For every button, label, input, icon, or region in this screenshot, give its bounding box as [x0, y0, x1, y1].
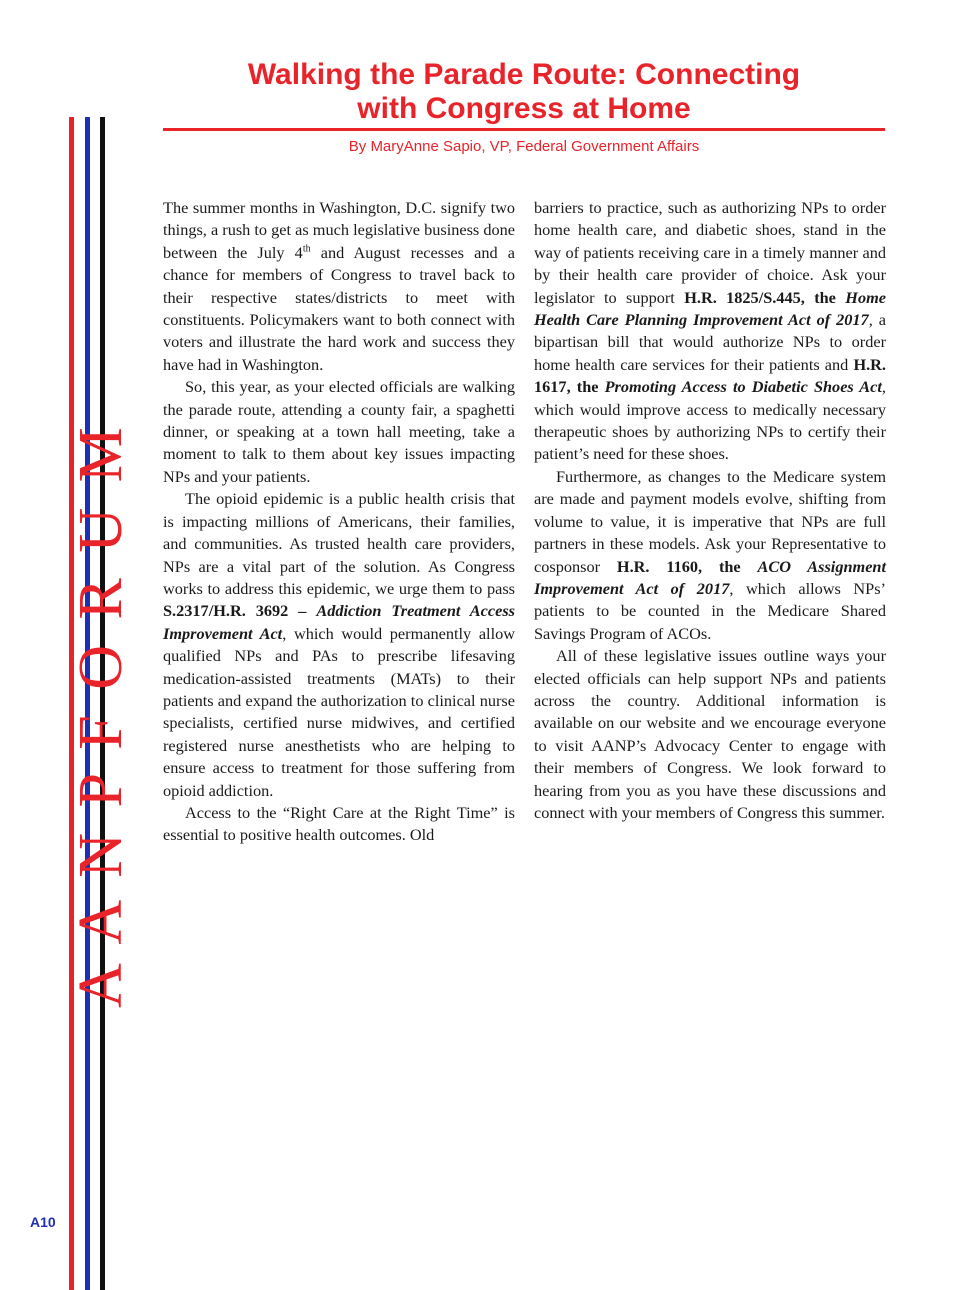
left-column [163, 197, 515, 847]
paragraph-4-continued: barriers to practice, such as authorizing NPs to order home health care, and diabetic shoes, stand in the way of patients receiving care in a timely manner and by their health care provider of choice. Ask your legislator to support H.R. 1825/S.445, the Home Health Care Planning Improvement Act of 2017, a bipartisan bill that would authorize NPs to order home health care services for their patients and H.R. 1617, the Promoting Access to Diabetic Shoes Act, which would improve access to medically necessary therapeutic shoes by authorizing NPs to certify their patient’s need for these shoes. [534, 198, 886, 464]
act-name: ACO Assignment Improvement Act of 2017 [534, 556, 886, 598]
bill-number: H.R. 1825/S.445, the [684, 287, 846, 307]
act-name: Promoting Access to Diabetic Shoes Act [604, 377, 882, 397]
act-name: Addiction Treatment Access Improvement Act [163, 601, 515, 643]
title-line-1: Walking the Parade Route: Connecting [247, 58, 801, 91]
act-name: Home Health Care Planning Improvement Act of 2017 [534, 287, 886, 330]
page-number: A10 [30, 1214, 56, 1230]
bill-number: S.2317/H.R. 3692 – [163, 601, 317, 621]
bill-number: H.R. 1617, the [534, 354, 886, 397]
paragraph-6: All of these legislative issues outline ways your elected officials can help support NPs and patients across the country. Additional information is available on our website and we encourage everyone to visit AANP’s Advocacy Center to engage with their members of Congress. We look forward to hearing from you as you have these discussions and connect with your members of Congress this summer. [534, 646, 886, 822]
paragraph-3: The opioid epidemic is a public health crisis that is impacting millions of Americans, their families, and communities. As trusted health care providers, NPs are a vital part of the solution. As Congress works to address this epidemic, we urge them to pass S.2317/H.R. 3692 – Addiction Treatment Access Improvement Act, which would permanently allow qualified NPs and PAs to prescribe lifesaving medication-assisted treatments (MATs) to their patients and expand the authorization to clinical nurse specialists, certified nurse midwives, and certified registered nurse anesthetists who are helping to ensure access to treatment for those suffering from opioid addiction. [163, 489, 515, 800]
paragraph-1: The summer months in Washington, D.C. signify two things, a rush to get as much legislative business done between the July 4th and August recesses and a chance for members of Congress to travel back to their respective states/districts to meet with constituents. Policymakers want to both connect with voters and illustrate the hard work and success they have had in Washington. [163, 198, 516, 374]
right-column [534, 197, 886, 824]
bill-number: H.R. 1160, the [616, 556, 758, 576]
article-title [163, 58, 885, 126]
paragraph-5: Furthermore, as changes to the Medicare system are made and payment models evolve, shifting from volume to value, it is imperative that NPs are full partners in these models. Ask your Representative to cosponsor H.R. 1160, the ACO Assignment Improvement Act of 2017, which allows NPs’ patients to be counted in the Medicare Shared Savings Program of ACOs. [534, 466, 886, 643]
title-divider [163, 128, 885, 131]
aanp-forum-vertical-title: A A N P F O R U M [67, 422, 135, 1008]
paragraph-2: So, this year, as your elected officials are walking the parade route, attending a county fair, a spaghetti dinner, or speaking at a town hall meeting, take a moment to talk to them about key issues impacting NPs and your patients. [163, 377, 515, 486]
title-line-2: with Congress at Home [357, 92, 691, 125]
paragraph-4-start: Access to the “Right Care at the Right Time” is essential to positive health outcomes. Old [163, 802, 515, 845]
byline: By MaryAnne Sapio, VP, Federal Government Affairs [348, 138, 700, 155]
